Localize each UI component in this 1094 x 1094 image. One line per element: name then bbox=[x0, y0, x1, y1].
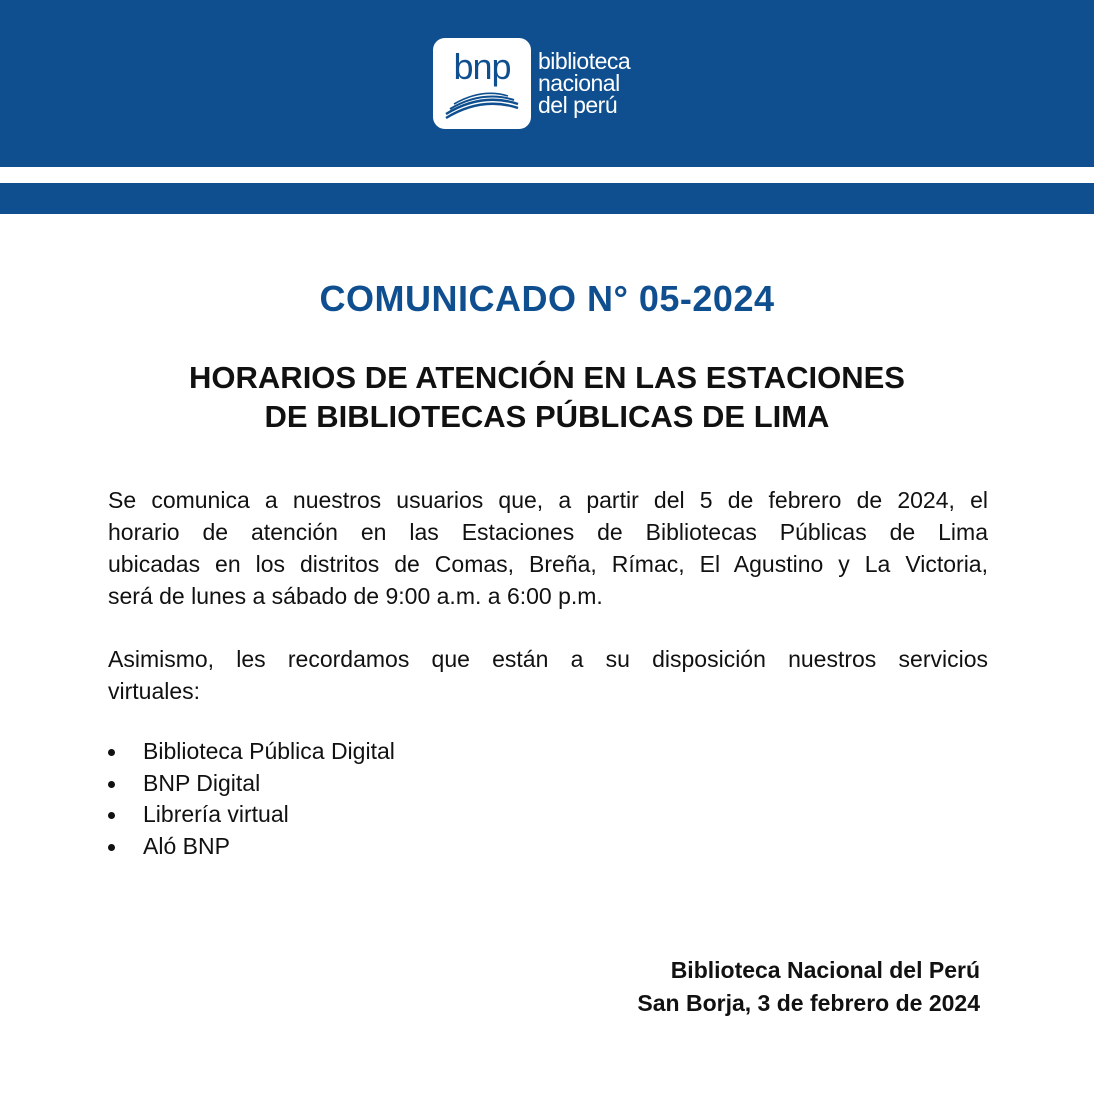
service-label: Biblioteca Pública Digital bbox=[143, 738, 395, 764]
service-label: Librería virtual bbox=[143, 801, 289, 827]
subtitle-line: DE BIBLIOTECAS PÚBLICAS DE LIMA bbox=[264, 399, 830, 434]
logo-line: nacional bbox=[538, 70, 620, 96]
logo-badge bbox=[433, 38, 531, 129]
virtual-services-list bbox=[108, 736, 395, 862]
bullet-icon bbox=[108, 781, 115, 788]
signature-block bbox=[637, 954, 980, 1020]
logo-line: biblioteca bbox=[538, 48, 631, 74]
list-item bbox=[108, 799, 395, 831]
subtitle-line: HORARIOS DE ATENCIÓN EN LAS ESTACIONES bbox=[189, 360, 905, 395]
logo-line: del perú bbox=[538, 92, 618, 118]
header-stripe bbox=[0, 183, 1094, 214]
communique-title: COMUNICADO N° 05-2024 bbox=[319, 278, 775, 319]
logo-badge-text: bnp bbox=[453, 46, 511, 87]
paragraph-line: horario de atención en las Estaciones de Bibliotecas Públicas de Lima bbox=[108, 519, 988, 545]
header-banner bbox=[0, 0, 1094, 167]
bullet-icon bbox=[108, 844, 115, 851]
list-item bbox=[108, 768, 395, 800]
signature-institution: Biblioteca Nacional del Perú bbox=[670, 957, 980, 983]
bullet-icon bbox=[108, 749, 115, 756]
paragraph-line: virtuales: bbox=[108, 678, 201, 704]
list-item bbox=[108, 831, 395, 863]
paragraph-line: será de lunes a sábado de 9:00 a.m. a 6:00 p.m. bbox=[108, 583, 603, 609]
signature-place-date: San Borja, 3 de febrero de 2024 bbox=[637, 990, 980, 1016]
book-pages-icon bbox=[442, 90, 522, 120]
bullet-icon bbox=[108, 812, 115, 819]
paragraph-services-intro bbox=[108, 643, 988, 707]
paragraph-line: Se comunica a nuestros usuarios que, a partir del 5 de febrero de 2024, el bbox=[108, 487, 988, 513]
paragraph-schedule bbox=[108, 484, 988, 612]
logo-wordmark bbox=[538, 50, 630, 116]
paragraph-line: ubicadas en los distritos de Comas, Breña, Rímac, El Agustino y La Victoria, bbox=[108, 551, 988, 577]
bnp-logo bbox=[433, 38, 630, 130]
communique-subtitle bbox=[0, 358, 1094, 436]
paragraph-line: Asimismo, les recordamos que están a su disposición nuestros servicios bbox=[108, 646, 988, 672]
service-label: Aló BNP bbox=[143, 832, 230, 859]
service-label: BNP Digital bbox=[143, 769, 261, 796]
list-item bbox=[108, 736, 395, 768]
